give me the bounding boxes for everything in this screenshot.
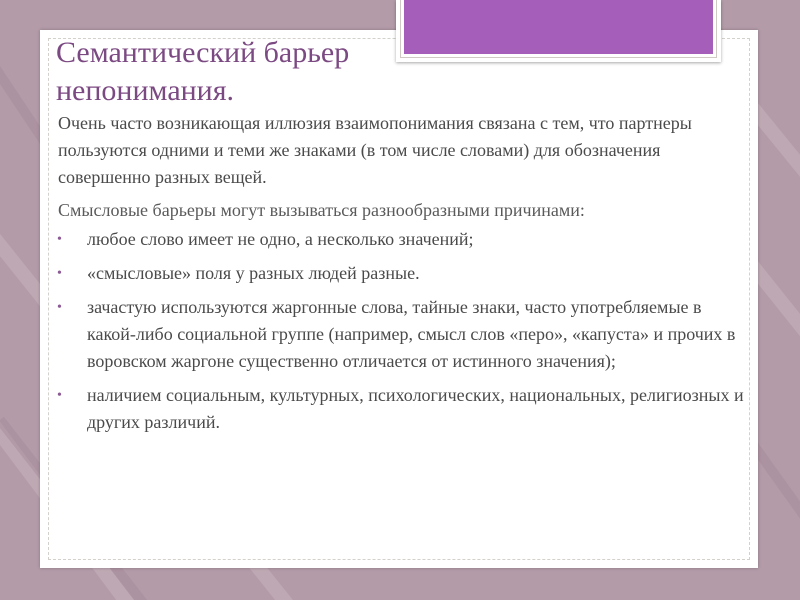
accent-banner <box>396 0 721 62</box>
list-item-text: любое слово имеет не одно, а несколько значений; <box>87 229 474 249</box>
list-item-text: наличием социальным, культурных, психологических, национальных, религиозных и других различий. <box>87 385 744 432</box>
list-item <box>58 260 748 287</box>
bullet-icon: • <box>57 388 62 403</box>
list-item <box>58 294 748 375</box>
bullet-icon: • <box>57 266 62 281</box>
intro-paragraph: Очень часто возникающая иллюзия взаимопонимания связана с тем, что партнеры пользуются одними и теми же знаками (в том числе словами) для обозначения совершенно разных вещей. <box>58 113 692 187</box>
bullet-icon: • <box>57 300 62 315</box>
accent-fill <box>404 0 713 54</box>
causes-list <box>58 226 748 436</box>
slide-body <box>58 110 748 443</box>
list-item <box>58 226 748 253</box>
slide-title: Семантический барьер непонимания. <box>56 36 350 107</box>
list-item <box>58 382 748 436</box>
causes-lead: Смысловые барьеры могут вызываться разнообразными причинами: <box>58 200 585 220</box>
list-item-text: зачастую используются жаргонные слова, тайные знаки, часто употребляемые в какой-либо социальной группе (например, смысл слов «перо», «капуста» и прочих в воровском жаргоне существенно отличается от истинного значения); <box>87 297 736 371</box>
list-item-text: «смысловые» поля у разных людей разные. <box>87 263 420 283</box>
bullet-icon: • <box>57 232 62 247</box>
